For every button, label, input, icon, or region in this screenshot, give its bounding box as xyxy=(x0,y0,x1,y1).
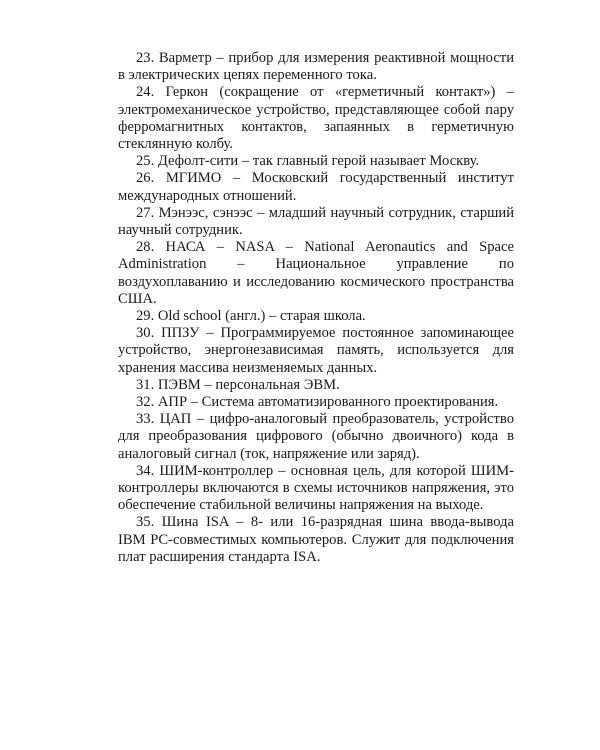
note-24: 24. Геркон (сокращение от «герметичный контакт») – электромеханическое устройство, представляющее собой пару ферромагнитных контактов, запаянных в герметичную стеклянную колбу. xyxy=(118,84,514,153)
note-32: 32. АПР – Система автоматизированного проектирования. xyxy=(136,394,499,411)
note-29: 29. Old school (англ.) – старая школа. xyxy=(136,308,366,325)
note-23: 23. Варметр – прибор для измерения реактивной мощности в электрических цепях переменного тока. xyxy=(118,50,514,84)
note-27: 27. Мэнээс, сэнээс – младший научный сотрудник, старший научный сотрудник. xyxy=(118,204,514,239)
note-31: 31. ПЭВМ – персональная ЭВМ. xyxy=(136,376,340,393)
note-30: 30. ППЗУ – Программируемое постоянное запоминающее устройство, энергонезависимая память, используется для хранения массива неизменяемых данных. xyxy=(118,325,514,376)
note-26: 26. МГИМО – Московский государственный институт международных отношений. xyxy=(118,170,514,204)
note-34: 34. ШИМ-контроллер – основная цель, для которой ШИМ-контроллеры включаются в схемы источников напряжения, это обеспечение стабильной величины напряжения на выходе. xyxy=(118,462,514,514)
note-33: 33. ЦАП – цифро-аналоговый преобразователь, устройство для преобразования цифрового (обычно двоичного) кода в аналоговый сигнал (ток, напряжение или заряд). xyxy=(118,411,514,462)
note-25: 25. Дефолт-сити – так главный герой называет Москву. xyxy=(136,153,480,170)
glossary-notes xyxy=(118,50,514,566)
note-35: 35. Шина ISA – 8- или 16-разрядная шина ввода-вывода IBM PC-совместимых компьютеров. Служит для подключения плат расширения стандарта ISA. xyxy=(118,514,514,565)
note-28: 28. НАСА – NASA – National Aeronautics and Space Administration – Национальное управление по воздухоплаванию и исследованию космического пространства США. xyxy=(118,239,514,307)
